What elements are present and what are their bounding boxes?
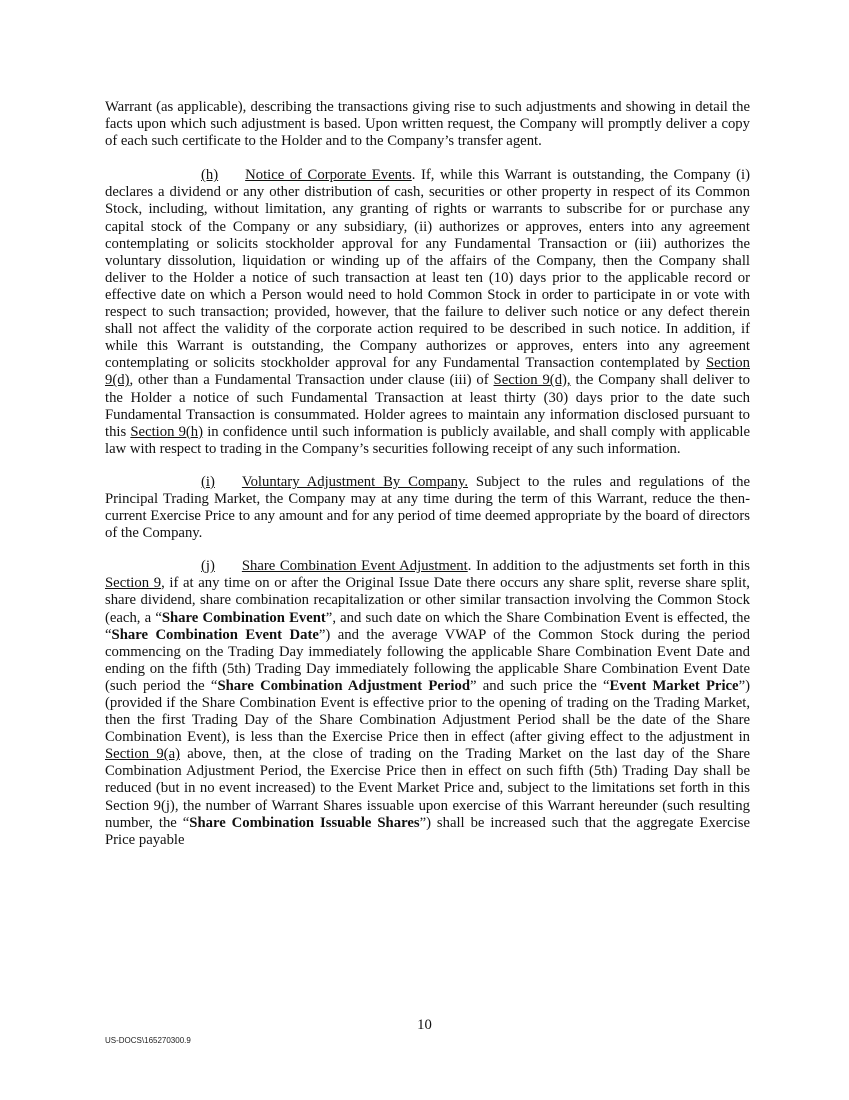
section-i-text-1: Subject to the rules and regulations of the Principal Trading Market, the Company may at any time during the term of this Warrant, reduce the then-current Exercise Price to any amount and for any period of time deemed appropriate by the board of directors of the Company. — [105, 473, 750, 542]
section-i-label: (i) — [201, 473, 215, 490]
term-share-combination-adjustment-period: Share Combination Adjustment Period — [217, 677, 470, 694]
term-share-combination-event-date: Share Combination Event Date — [111, 626, 319, 643]
section-j-text-3: ”, and such date on which the Share Combination Event is effected, the “ — [105, 609, 750, 643]
section-j-text-5: ” and such price the “ — [470, 677, 610, 694]
section-h-text-2: , other than a Fundamental Transaction under clause (iii) of — [129, 372, 494, 389]
section-h-ref-3: Section 9(h) — [130, 423, 204, 440]
section-h-label: (h) — [201, 167, 219, 184]
section-j-label: (j) — [201, 558, 215, 575]
document-body — [105, 99, 750, 865]
paragraph-continuation: Warrant (as applicable), describing the transactions giving rise to such adjustments and showing in detail the facts upon which such adjustment is based. Upon written request, the Company will promptly deliver a copy of each such certificate to the Holder and to the Company’s transfer agent. — [105, 99, 750, 150]
section-j-text-4: ”) and the average VWAP of the Common Stock during the period commencing on the Trading Day immediately following the applicable Share Combination Event Date and ending on the fifth (5th) Trading Day immediately following the applicable Share Combination Event Date (such period the “ — [105, 626, 750, 694]
page-number: 10 — [417, 1017, 432, 1033]
section-h-heading: Notice of Corporate Events — [245, 167, 412, 184]
term-share-combination-issuable-shares: Share Combination Issuable Shares — [189, 814, 420, 831]
section-j-ref-1: Section 9 — [105, 575, 162, 592]
section-j-text-7: above, then, at the close of trading on the Trading Market on the last day of the Share Combination Adjustment Period, the Exercise Price then in effect on such fifth (5th) Trading Day shall be reduced (but in no event increased) to the Event Market Price and, subject to the limitations set forth in this Section 9(j), the number of Warrant Shares issuable upon exercise of this Warrant hereunder (such resulting number, the “ — [105, 746, 751, 831]
section-j-text-2: , if at any time on or after the Original Issue Date there occurs any share split, reverse share split, share dividend, share combination recapitalization or other similar transaction involving the Common Stock (each, a “ — [105, 575, 750, 626]
section-h-text-3: the Company shall deliver to the Holder a notice of such Fundamental Transaction at least thirty (30) days prior to the date such Fundamental Transaction is consummated. Holder agrees to maintain any information disclosed pursuant to this — [105, 372, 750, 440]
section-h-ref-1: Section 9(d) — [105, 355, 750, 389]
section-j-text-1: . In addition to the adjustments set forth in this — [467, 558, 750, 575]
paragraph-section-j — [105, 558, 750, 849]
paragraph-section-h — [105, 167, 750, 458]
paragraph-section-i — [105, 474, 750, 542]
section-h-text-4: in confidence until such information is publicly available, and shall comply with applicable law with respect to trading in the Company’s securities following receipt of any such information. — [105, 423, 750, 457]
term-share-combination-event: Share Combination Event — [161, 609, 326, 626]
section-h-ref-2: Section 9(d), — [493, 372, 571, 389]
section-j-heading: Share Combination Event Adjustment — [241, 558, 468, 575]
section-i-heading: Voluntary Adjustment By Company. — [241, 473, 468, 490]
section-j-ref-2: Section 9(a) — [105, 746, 180, 763]
section-j-text-8: ”) shall be increased such that the aggregate Exercise Price payable — [105, 814, 750, 848]
section-j-text-6: ”) (provided if the Share Combination Event is effective prior to the opening of trading on the Trading Market, then the first Trading Day of the Share Combination Adjustment Period shall be the date of the Share Combination Event), is less than the Exercise Price then in effect (after giving effect to the adjustment in — [105, 677, 750, 746]
document-id-footer: US-DOCS\165270300.9 — [105, 1036, 191, 1045]
section-h-text-1: . If, while this Warrant is outstanding, the Company (i) declares a dividend or any other distribution of cash, securities or other property in respect of its Common Stock, including, without limitation, any granting of rights or warrants to subscribe for or purchase any capital stock of the Company or any subsidiary, (ii) authorizes or approves, enters into any agreement contemplating or solicits stockholder approval for any Fundamental Transaction or (iii) authorizes the voluntary dissolution, liquidation or winding up of the affairs of the Company, then the Company shall deliver to the Holder a notice of such transaction at least ten (10) days prior to the applicable record or effective date on which a Person would need to hold Common Stock in order to participate in or vote with respect to such transaction; provided, however, that the failure to deliver such notice or any defect therein shall not affect the validity of the corporate action required to be described in such notice. In addition, if while this Warrant is outstanding, the Company authorizes or approves, enters into any agreement contemplating or solicits stockholder approval for any Fundamental Transaction contemplated by — [105, 167, 750, 372]
term-event-market-price: Event Market Price — [609, 677, 739, 694]
